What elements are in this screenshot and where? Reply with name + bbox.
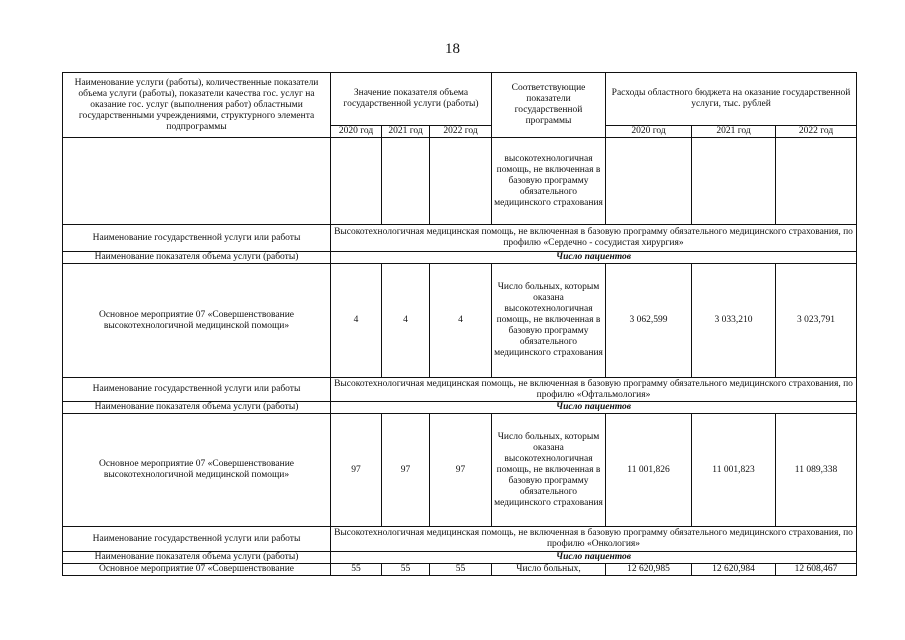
volume-2020: 4 <box>331 264 382 378</box>
volume-2022: 97 <box>430 414 492 527</box>
indicator-row <box>63 402 857 414</box>
header-year: 2021 год <box>382 126 430 138</box>
service-name-label: Наименование государственной услуги или работы <box>63 225 331 252</box>
header-name-column: Наименование услуги (работы), количественные показатели объема услуги (работы), показатели качества гос. услуг на оказание гос. услуг (выполнения работ) областными государственными учреждениями, структурного элемента подпрограммы <box>63 73 331 138</box>
service-name-label: Наименование государственной услуги или работы <box>63 378 331 402</box>
activity-row <box>63 564 857 576</box>
indicator-name-value: Число пациентов <box>331 252 857 264</box>
expense-2021: 3 033,210 <box>692 264 776 378</box>
expense-2020: 12 620,985 <box>606 564 692 576</box>
volume-2021: 55 <box>382 564 430 576</box>
volume-2020: 97 <box>331 414 382 527</box>
service-row <box>63 225 857 252</box>
activity-row <box>63 414 857 527</box>
cell-empty <box>776 138 857 225</box>
activity-name: Основное мероприятие 07 «Совершенствование высокотехнологичной медицинской помощи» <box>63 264 331 378</box>
volume-2022: 4 <box>430 264 492 378</box>
expense-2020: 11 001,826 <box>606 414 692 527</box>
cell-empty <box>692 138 776 225</box>
expenses-table <box>62 72 857 576</box>
cell-empty <box>63 138 331 225</box>
indicator-name-label: Наименование показателя объема услуги (работы) <box>63 552 331 564</box>
service-row <box>63 378 857 402</box>
service-name-value: Высокотехнологичная медицинская помощь, не включенная в базовую программу обязательного медицинского страхования, по профилю «Офтальмология» <box>331 378 857 402</box>
activity-row <box>63 264 857 378</box>
program-indicator-cell: Число больных, которым оказана высокотехнологичная помощь, не включенная в базовую программу обязательного медицинского страхования <box>492 414 606 527</box>
indicator-row <box>63 252 857 264</box>
service-name-value: Высокотехнологичная медицинская помощь, не включенная в базовую программу обязательного медицинского страхования, по профилю «Сердечно - сосудистая хирургия» <box>331 225 857 252</box>
service-row <box>63 527 857 552</box>
cell-empty <box>606 138 692 225</box>
header-year: 2022 год <box>430 126 492 138</box>
header-row <box>63 73 857 126</box>
program-indicator-cell: Число больных, которым оказана высокотехнологичная помощь, не включенная в базовую программу обязательного медицинского страхования <box>492 264 606 378</box>
header-expense-group: Расходы областного бюджета на оказание государственной услуги, тыс. рублей <box>606 73 857 126</box>
activity-name: Основное мероприятие 07 «Совершенствование <box>63 564 331 576</box>
indicator-row <box>63 552 857 564</box>
program-indicator-cell: Число больных, <box>492 564 606 576</box>
indicator-name-label: Наименование показателя объема услуги (работы) <box>63 252 331 264</box>
header-program-indicators: Соответствующие показатели государственной программы <box>492 73 606 138</box>
header-year: 2020 год <box>331 126 382 138</box>
cell-empty <box>331 138 382 225</box>
volume-2022: 55 <box>430 564 492 576</box>
expense-2022: 3 023,791 <box>776 264 857 378</box>
program-indicator-cell: высокотехнологичная помощь, не включенная в базовую программу обязательного медицинского страхования <box>492 138 606 225</box>
header-year: 2021 год <box>692 126 776 138</box>
expense-2022: 11 089,338 <box>776 414 857 527</box>
service-name-value: Высокотехнологичная медицинская помощь, не включенная в базовую программу обязательного медицинского страхования, по профилю «Онкология» <box>331 527 857 552</box>
indicator-name-value: Число пациентов <box>331 552 857 564</box>
continuation-row <box>63 138 857 225</box>
service-name-label: Наименование государственной услуги или работы <box>63 527 331 552</box>
cell-empty <box>430 138 492 225</box>
expense-2021: 11 001,823 <box>692 414 776 527</box>
header-year: 2020 год <box>606 126 692 138</box>
page-number: 18 <box>445 41 460 57</box>
indicator-name-value: Число пациентов <box>331 402 857 414</box>
volume-2021: 97 <box>382 414 430 527</box>
volume-2020: 55 <box>331 564 382 576</box>
expense-2022: 12 608,467 <box>776 564 857 576</box>
expense-2020: 3 062,599 <box>606 264 692 378</box>
volume-2021: 4 <box>382 264 430 378</box>
header-year: 2022 год <box>776 126 857 138</box>
expense-2021: 12 620,984 <box>692 564 776 576</box>
cell-empty <box>382 138 430 225</box>
activity-name: Основное мероприятие 07 «Совершенствование высокотехнологичной медицинской помощи» <box>63 414 331 527</box>
header-volume-group: Значение показателя объема государственной услуги (работы) <box>331 73 492 126</box>
indicator-name-label: Наименование показателя объема услуги (работы) <box>63 402 331 414</box>
